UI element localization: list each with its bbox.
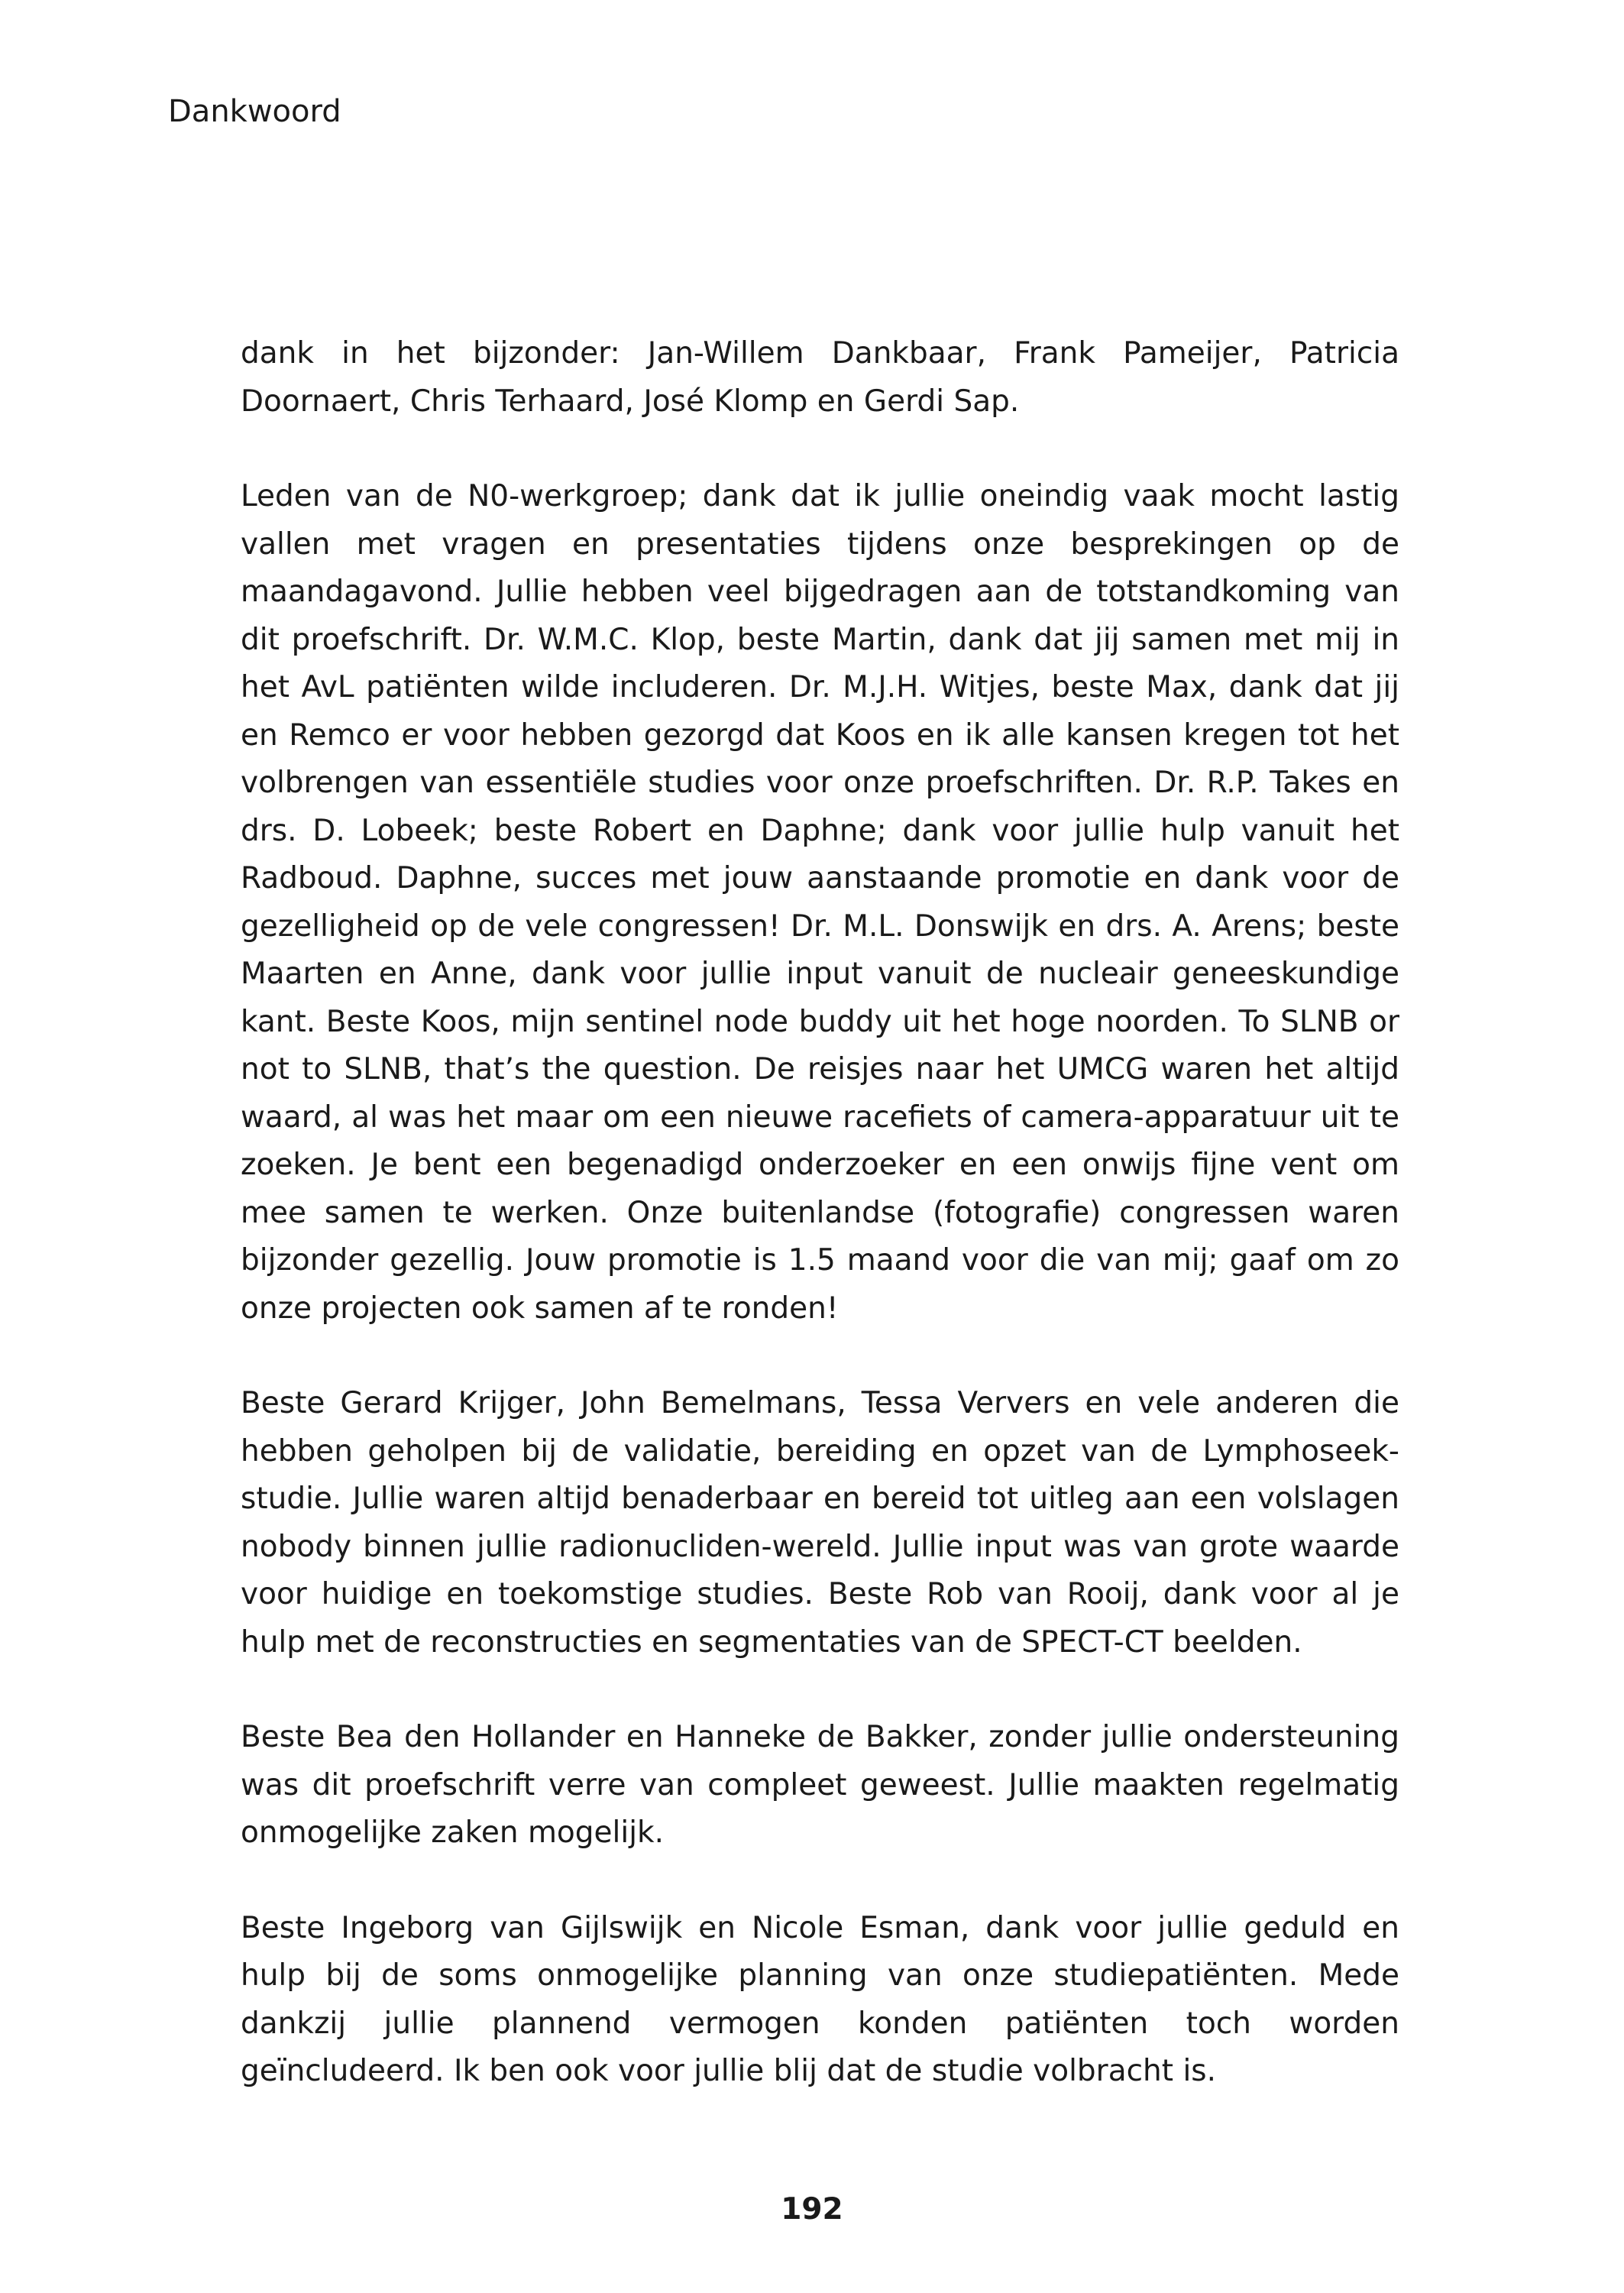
body-text [241,330,1399,2096]
paragraph-secretariaat: Beste Bea den Hollander en Hanneke de Bakker, zonder jullie ondersteuning was dit proefschrift verre van compleet geweest. Jullie maakten regelmatig onmogelijke zaken mogelijk. [241,1720,1399,1850]
page-number: 192 [781,2192,843,2227]
paragraph-planning: Beste Ingeborg van Gijlswijk en Nicole Esman, dank voor jullie geduld en hulp bij de soms onmogelijke planning van onze studiepatiënten. Mede dankzij jullie plannend vermogen konden patiënten toch worden geïncludeerd. Ik ben ook voor jullie blij dat de studie volbracht is. [241,1910,1399,2088]
paragraph-n0-werkgroep: Leden van de N0-werkgroep; dank dat ik jullie oneindig vaak mocht lastig vallen met vragen en presentaties tijdens onze besprekingen op de maandagavond. Jullie hebben veel bijgedragen aan de totstandkoming van dit proefschrift. Dr. W.M.C. Klop, beste Martin, dank dat jij samen met mij in het AvL patiënten wilde includeren. Dr. M.J.H. Witjes, beste Max, dank dat jij en Remco er voor hebben gezorgd dat Koos en ik alle kansen kregen tot het volbrengen van essentiële studies voor onze proefschriften. Dr. R.P. Takes en drs. D. Lobeek; beste Robert en Daphne; dank voor jullie hulp vanuit het Radboud. Daphne, succes met jouw aanstaande promotie en dank voor de gezelligheid op de vele congressen! Dr. M.L. Donswijk en drs. A. Arens; beste Maarten en Anne, dank voor jullie input vanuit de nucleair geneeskundige kant. Beste Koos, mijn sentinel node buddy uit het hoge noorden. To SLNB or not to SLNB, that’s the question. De reisjes naar het UMCG waren het altijd waard, al was het maar om een nieuwe racefiets of camera-apparatuur uit te zoeken. Je bent een begenadigd onderzoeker en een onwijs fijne vent om mee samen te werken. Onze buitenlandse (fotografie) congressen waren bijzonder gezellig. Jouw promotie is 1.5 maand voor die van mij; gaaf om zo onze projecten ook samen af te ronden! [241,479,1399,1326]
running-header: Dankwoord [168,94,341,129]
paragraph-lymphoseek: Beste Gerard Krijger, John Bemelmans, Tessa Ververs en vele anderen die hebben geholpen bij de validatie, bereiding en opzet van de Lymphoseek-studie. Jullie waren altijd benaderbaar en bereid tot uitleg aan een volslagen nobody binnen jullie radionucliden-wereld. Jullie input was van grote waarde voor huidige en toekomstige studies. Beste Rob van Rooij, dank voor al je hulp met de reconstructies en segmentaties van de SPECT-CT beelden. [241,1386,1399,1660]
paragraph-acknowledgement-continuation: dank in het bijzonder: Jan-Willem Dankbaar, Frank Pameijer, Patricia Doornaert, Chris Terhaard, José Klomp en Gerdi Sap. [241,336,1399,419]
